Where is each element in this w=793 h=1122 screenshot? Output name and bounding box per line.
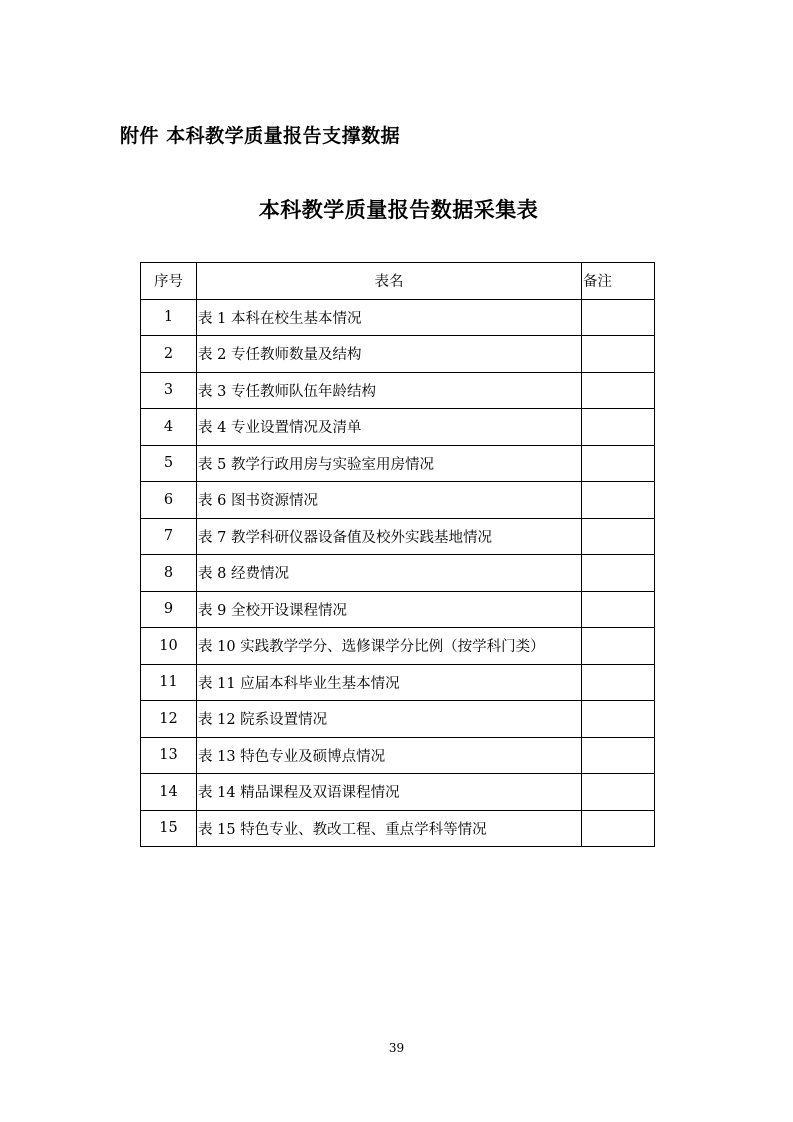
document-title: 本科教学质量报告数据采集表 xyxy=(258,198,539,222)
row-serial-number: 3 xyxy=(141,372,197,409)
row-remark xyxy=(582,518,655,555)
row-serial-number: 14 xyxy=(141,774,197,811)
row-remark xyxy=(582,774,655,811)
row-serial-number: 11 xyxy=(141,664,197,701)
row-serial-number: 4 xyxy=(141,409,197,446)
header-remarks: 备注 xyxy=(582,263,655,300)
row-serial-number: 12 xyxy=(141,701,197,738)
row-serial-number: 7 xyxy=(141,518,197,555)
row-remark xyxy=(582,628,655,665)
row-remark xyxy=(582,336,655,373)
row-remark xyxy=(582,591,655,628)
row-serial-number: 10 xyxy=(141,628,197,665)
row-serial-number: 2 xyxy=(141,336,197,373)
table-header-row xyxy=(141,263,655,300)
row-remark xyxy=(582,737,655,774)
table-row xyxy=(141,810,655,847)
row-table-name: 表 5 教学行政用房与实验室用房情况 xyxy=(197,445,582,482)
row-table-name: 表 11 应届本科毕业生基本情况 xyxy=(197,664,582,701)
row-table-name: 表 12 院系设置情况 xyxy=(197,701,582,738)
row-table-name: 表 14 精品课程及双语课程情况 xyxy=(197,774,582,811)
table-row xyxy=(141,555,655,592)
table-row xyxy=(141,518,655,555)
table-row xyxy=(141,409,655,446)
row-table-name: 表 6 图书资源情况 xyxy=(197,482,582,519)
table-row xyxy=(141,336,655,373)
table-row xyxy=(141,445,655,482)
row-remark xyxy=(582,482,655,519)
annex-title: 附件 本科教学质量报告支撑数据 xyxy=(120,125,401,147)
row-serial-number: 6 xyxy=(141,482,197,519)
row-remark xyxy=(582,445,655,482)
row-serial-number: 8 xyxy=(141,555,197,592)
row-serial-number: 9 xyxy=(141,591,197,628)
row-table-name: 表 1 本科在校生基本情况 xyxy=(197,299,582,336)
header-serial-number: 序号 xyxy=(141,263,197,300)
row-remark xyxy=(582,372,655,409)
row-remark xyxy=(582,299,655,336)
row-serial-number: 5 xyxy=(141,445,197,482)
row-table-name: 表 7 教学科研仪器设备值及校外实践基地情况 xyxy=(197,518,582,555)
row-table-name: 表 15 特色专业、教改工程、重点学科等情况 xyxy=(197,810,582,847)
data-collection-table xyxy=(140,262,655,847)
row-table-name: 表 4 专业设置情况及清单 xyxy=(197,409,582,446)
row-table-name: 表 10 实践教学学分、选修课学分比例（按学科门类） xyxy=(197,628,582,665)
table-row xyxy=(141,372,655,409)
table-row xyxy=(141,482,655,519)
row-remark xyxy=(582,555,655,592)
table-row xyxy=(141,664,655,701)
table-row xyxy=(141,628,655,665)
table-row xyxy=(141,591,655,628)
page-number: 39 xyxy=(388,1041,405,1055)
table-row xyxy=(141,737,655,774)
row-remark xyxy=(582,409,655,446)
row-table-name: 表 8 经费情况 xyxy=(197,555,582,592)
table-row xyxy=(141,299,655,336)
row-table-name: 表 3 专任教师队伍年龄结构 xyxy=(197,372,582,409)
row-remark xyxy=(582,701,655,738)
row-serial-number: 13 xyxy=(141,737,197,774)
row-table-name: 表 13 特色专业及硕博点情况 xyxy=(197,737,582,774)
table-row xyxy=(141,701,655,738)
row-serial-number: 15 xyxy=(141,810,197,847)
row-serial-number: 1 xyxy=(141,299,197,336)
row-table-name: 表 9 全校开设课程情况 xyxy=(197,591,582,628)
table-row xyxy=(141,774,655,811)
row-table-name: 表 2 专任教师数量及结构 xyxy=(197,336,582,373)
row-remark xyxy=(582,664,655,701)
header-table-name: 表名 xyxy=(197,263,582,300)
row-remark xyxy=(582,810,655,847)
